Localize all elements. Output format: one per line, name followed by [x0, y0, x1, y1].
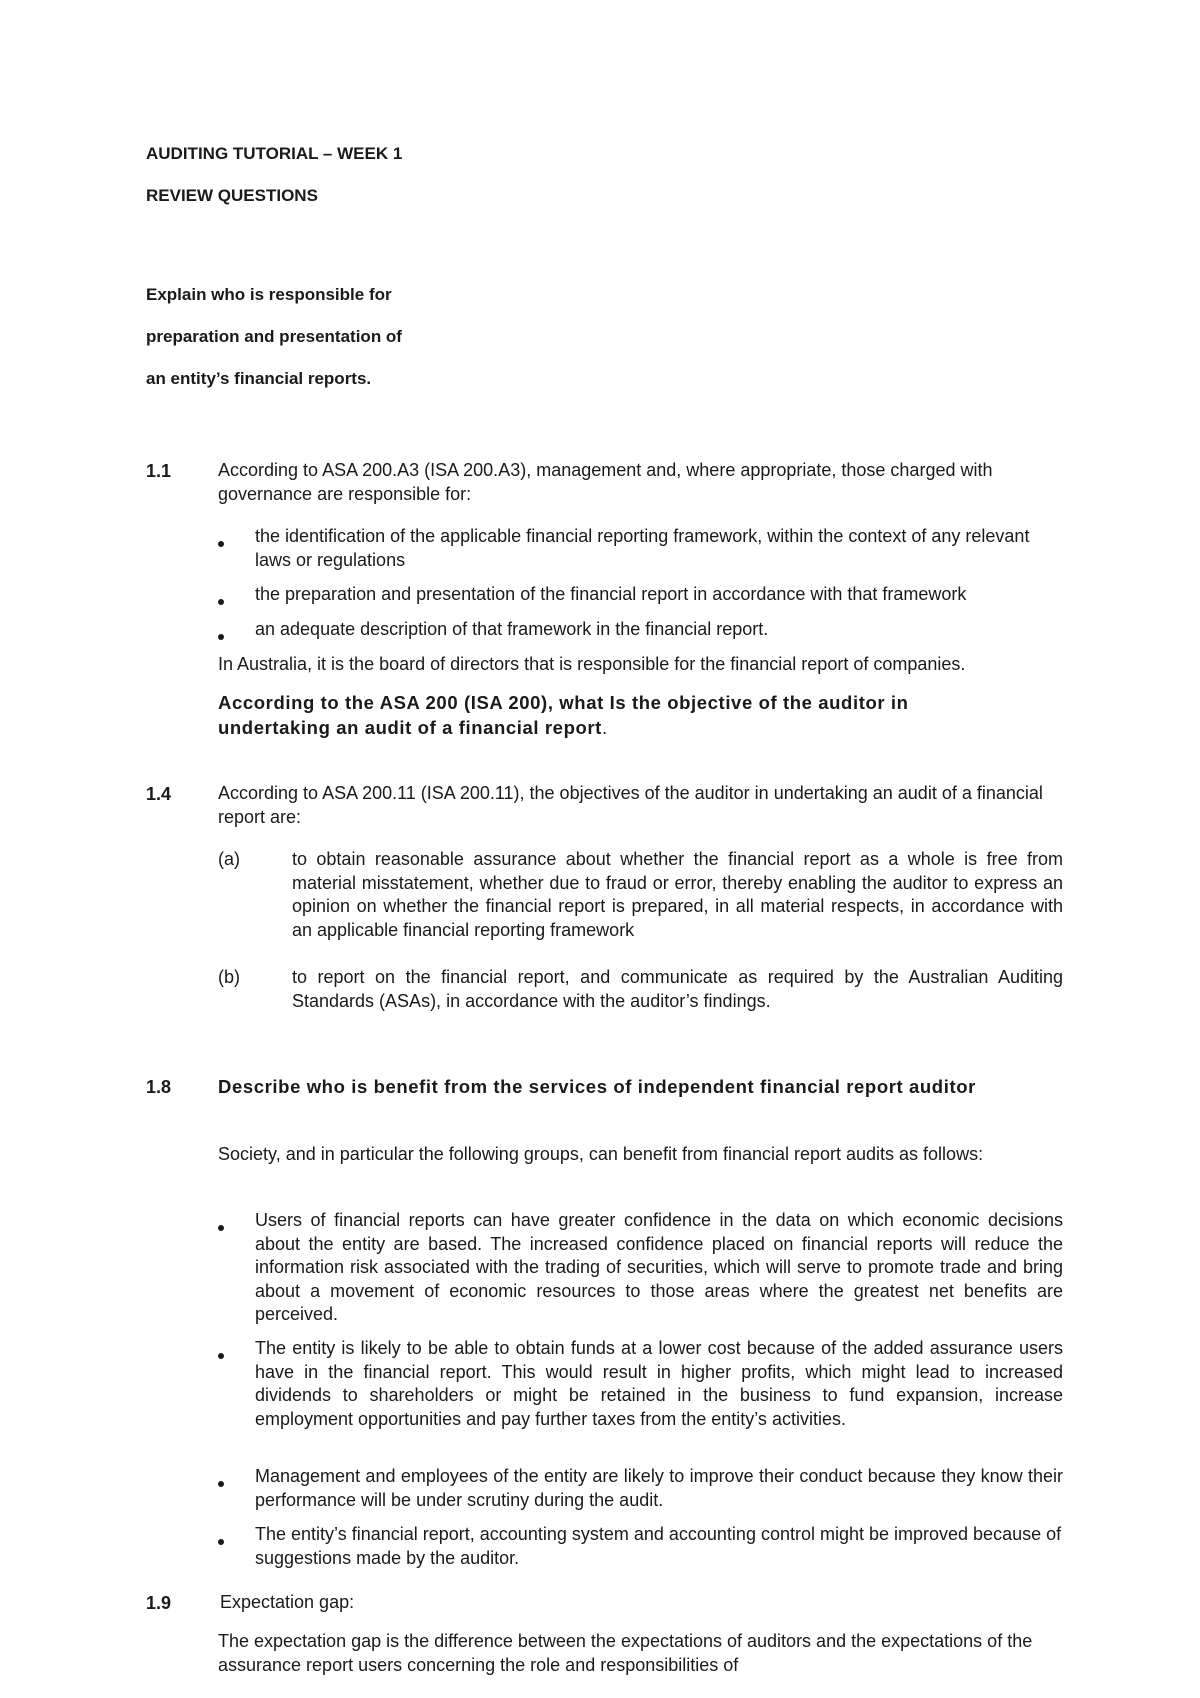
- section-1-9-paragraph: The expectation gap is the difference between the expectations of auditors and the expectations of the assurance report users concerning the role and responsibilities of: [218, 1631, 1033, 1675]
- intro-question-line: preparation and presentation of: [146, 327, 402, 346]
- section-number-1-9: 1.9: [146, 1593, 172, 1613]
- list-item: the preparation and presentation of the financial report in accordance with that framework: [255, 584, 967, 604]
- section-1-1-paragraph: According to ASA 200.A3 (ISA 200.A3), management and, where appropriate, those charged with governance are responsible for:: [218, 460, 993, 504]
- section-number-1-8: 1.8: [146, 1077, 172, 1097]
- objective-question: [218, 690, 1018, 740]
- section-1-8-paragraph: Society, and in particular the following groups, can benefit from financial report audits as follows:: [218, 1144, 984, 1164]
- section-1-4-paragraph: According to ASA 200.11 (ISA 200.11), the objectives of the auditor in undertaking an audit of a financial report are:: [218, 783, 1043, 827]
- list-item: to report on the financial report, and communicate as required by the Australian Auditing Standards (ASAs), in accordance with the auditor’s findings.: [292, 967, 1063, 1011]
- bullet-icon: [218, 592, 224, 610]
- objective-question-period: .: [601, 717, 608, 738]
- section-1-1-closing: In Australia, it is the board of directors that is responsible for the financial report of companies.: [218, 654, 966, 674]
- bullet-icon: [218, 1218, 224, 1236]
- section-1-9-heading: Expectation gap:: [220, 1592, 355, 1612]
- list-item: The entity is likely to be able to obtain funds at a lower cost because of the added assurance users have in the financial report. This would result in higher profits, which might lead to increased dividends to shareholders or might be retained in the business to fund expansion, increase employment opportunities and pay further taxes from the entity’s activities.: [255, 1338, 1063, 1429]
- bullet-icon: [218, 627, 224, 645]
- list-item: the identification of the applicable financial reporting framework, within the context of any relevant laws or regulations: [255, 526, 1030, 570]
- section-1-8-heading: Describe who is benefit from the services of independent financial report auditor: [218, 1076, 976, 1097]
- section-number-1-1: 1.1: [146, 461, 172, 481]
- bullet-icon: [218, 1346, 224, 1364]
- list-item: Management and employees of the entity are likely to improve their conduct because they know their performance will be under scrutiny during the audit.: [255, 1466, 1063, 1510]
- section-number-1-4: 1.4: [146, 784, 172, 804]
- bullet-icon: [218, 534, 224, 552]
- list-item: an adequate description of that framework in the financial report.: [255, 619, 769, 639]
- document-title: AUDITING TUTORIAL – WEEK 1: [146, 144, 403, 163]
- bullet-icon: [218, 1474, 224, 1492]
- intro-question-line: Explain who is responsible for: [146, 285, 392, 304]
- list-item: The entity’s financial report, accounting system and accounting control might be improved because of suggestions made by the auditor.: [255, 1524, 1062, 1568]
- intro-question-line: an entity’s financial reports.: [146, 369, 372, 388]
- bullet-icon: [218, 1532, 224, 1550]
- item-label: (a): [218, 849, 240, 869]
- document-subtitle: REVIEW QUESTIONS: [146, 186, 318, 205]
- objective-question-text: According to the ASA 200 (ISA 200), what Is the objective of the auditor in undertaking an audit of a financial report: [218, 692, 909, 738]
- list-item: Users of financial reports can have greater confidence in the data on which economic decisions about the entity are based. The increased confidence placed on financial reports will reduce the information risk associated with the trading of securities, which will serve to promote trade and bring about a movement of economic resources to those areas where the greatest net benefits are perceived.: [255, 1210, 1063, 1324]
- list-item: to obtain reasonable assurance about whether the financial report as a whole is free from material misstatement, whether due to fraud or error, thereby enabling the auditor to express an opinion on whether the financial report is prepared, in all material respects, in accordance with an applicable financial reporting framework: [292, 849, 1063, 940]
- item-label: (b): [218, 967, 240, 987]
